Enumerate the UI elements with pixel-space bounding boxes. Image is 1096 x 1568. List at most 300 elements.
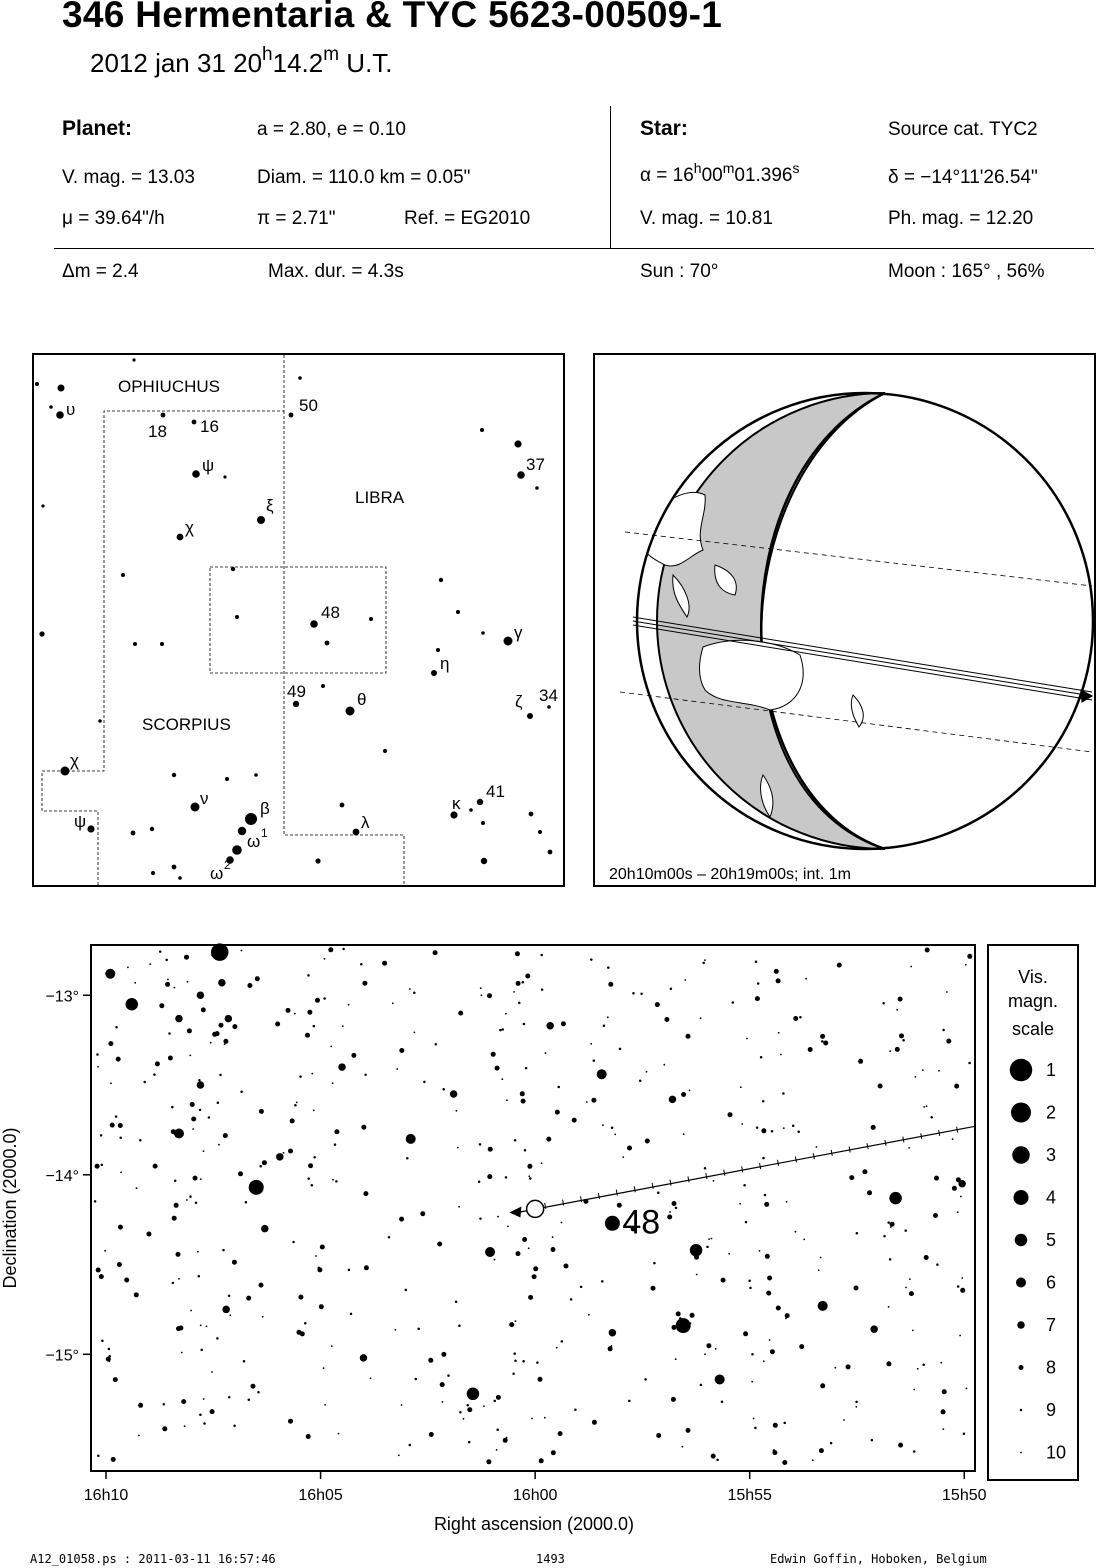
background-star	[496, 1429, 499, 1432]
y-tick-label: −13°	[45, 988, 79, 1006]
x-axis-label: Right ascension (2000.0)	[433, 1514, 635, 1534]
background-star	[348, 1004, 350, 1006]
background-star	[570, 1298, 573, 1301]
background-star	[323, 997, 326, 1000]
finder-star	[223, 475, 226, 478]
x-tick-label: 15h55	[727, 1487, 772, 1504]
finder-star	[310, 620, 318, 628]
background-star	[96, 1268, 101, 1273]
background-star	[963, 1432, 966, 1435]
background-star	[628, 1400, 631, 1403]
delta-mag: Δm = 2.4	[62, 261, 139, 282]
background-star	[193, 1176, 198, 1181]
finder-star	[321, 684, 325, 688]
background-star	[670, 987, 673, 990]
finder-star	[481, 858, 487, 864]
background-star	[732, 1001, 735, 1004]
background-star	[782, 1460, 787, 1465]
background-star	[219, 1023, 224, 1028]
background-star	[536, 1361, 539, 1364]
catalog-star	[609, 1329, 617, 1337]
star-label: 16	[200, 417, 219, 436]
background-star	[592, 1420, 597, 1425]
background-star	[936, 1263, 939, 1266]
background-star	[306, 1434, 311, 1439]
background-star	[954, 1084, 959, 1089]
background-star	[211, 1371, 213, 1373]
background-star	[192, 1128, 194, 1130]
background-star	[704, 1167, 707, 1170]
background-star	[890, 1226, 892, 1228]
y-axis-label: Declination (2000.0)	[0, 1127, 20, 1289]
background-star	[785, 1318, 787, 1320]
background-star	[924, 1255, 929, 1260]
background-star	[190, 1310, 192, 1312]
scale-title-line: Vis.	[1018, 967, 1048, 987]
finder-star	[477, 799, 483, 805]
background-star	[187, 981, 189, 983]
background-star	[603, 1025, 606, 1028]
background-star	[324, 1404, 326, 1406]
catalog-star	[225, 1015, 233, 1023]
footer-author: Edwin Goffin, Hoboken, Belgium	[770, 1552, 987, 1566]
star-label: 41	[486, 782, 505, 801]
background-star	[684, 979, 686, 981]
background-star	[515, 951, 520, 956]
star-label: 50	[299, 396, 318, 415]
background-star	[199, 1109, 202, 1112]
background-star	[109, 1360, 111, 1362]
finder-star	[383, 749, 387, 753]
background-star	[172, 1282, 175, 1285]
background-star	[783, 1127, 785, 1129]
catalog-star	[211, 943, 229, 961]
background-star	[946, 991, 948, 993]
background-star	[210, 1042, 212, 1044]
occultation-point	[527, 1200, 544, 1217]
background-star	[657, 1191, 660, 1194]
x-tick-label: 16h05	[298, 1487, 343, 1504]
background-star	[201, 1007, 206, 1012]
constellation-libra: LIBRA	[355, 488, 405, 507]
background-star	[203, 1398, 205, 1400]
finder-star	[514, 440, 521, 447]
background-star	[181, 1399, 186, 1404]
background-star	[669, 1211, 671, 1213]
background-star	[120, 1172, 122, 1174]
scale-dot	[1019, 1365, 1024, 1370]
background-star	[764, 1202, 769, 1207]
background-star	[308, 1163, 313, 1168]
background-star	[127, 967, 129, 969]
background-star	[172, 1216, 177, 1221]
background-star	[899, 1033, 904, 1038]
background-star	[139, 1139, 142, 1142]
finder-star	[480, 428, 484, 432]
finder-star	[231, 567, 235, 571]
background-star	[513, 1352, 516, 1355]
background-star	[100, 1134, 103, 1137]
background-star	[342, 1025, 344, 1027]
background-star	[171, 1106, 174, 1109]
globe-panel	[593, 353, 1096, 887]
background-star	[786, 1201, 788, 1203]
star-label: 48	[321, 603, 340, 622]
background-star	[507, 1226, 509, 1228]
background-star	[363, 1191, 368, 1196]
background-star	[764, 1194, 767, 1197]
background-star	[653, 1262, 656, 1265]
background-star	[755, 996, 760, 1001]
catalog-star	[105, 969, 115, 979]
background-star	[360, 963, 363, 966]
background-star	[189, 1195, 192, 1198]
finder-star	[535, 486, 539, 490]
catalog-star	[450, 1090, 458, 1098]
background-star	[296, 1102, 298, 1104]
background-star	[515, 1320, 517, 1322]
catalog-star	[218, 979, 226, 987]
background-star	[330, 1046, 332, 1048]
finder-star	[191, 803, 200, 812]
hour-unit: h	[262, 44, 273, 65]
background-star	[792, 1124, 795, 1127]
scale-dot	[1010, 1059, 1033, 1082]
background-star	[942, 1389, 947, 1394]
background-star	[304, 1322, 307, 1325]
finder-star	[257, 516, 265, 524]
background-star	[778, 1032, 780, 1034]
background-star	[206, 1326, 208, 1328]
background-star	[898, 1443, 903, 1448]
catalog-star	[126, 998, 139, 1011]
background-star	[776, 1306, 781, 1311]
background-star	[871, 1439, 874, 1442]
background-star	[528, 1247, 530, 1249]
finder-star	[353, 829, 360, 836]
background-star	[938, 1070, 940, 1072]
finder-star	[150, 827, 154, 831]
background-star	[398, 1454, 400, 1456]
background-star	[176, 1252, 181, 1257]
background-star	[487, 1174, 492, 1179]
background-star	[433, 950, 438, 955]
finder-star	[56, 411, 64, 419]
background-star	[862, 1169, 867, 1174]
background-star	[941, 1409, 946, 1414]
background-star	[320, 1245, 325, 1250]
background-star	[463, 1418, 465, 1420]
background-star	[299, 1075, 302, 1078]
star-label: 37	[526, 455, 545, 474]
background-star	[675, 1358, 677, 1360]
background-star	[479, 1143, 482, 1146]
background-star	[440, 1382, 445, 1387]
background-star	[215, 1031, 220, 1036]
finder-chart-panel	[32, 353, 565, 887]
finder-star	[245, 813, 257, 825]
background-star	[910, 966, 912, 968]
background-star	[334, 1143, 337, 1146]
background-star	[262, 1160, 267, 1165]
background-star	[771, 1130, 774, 1133]
background-star	[259, 1283, 264, 1288]
scale-title-line: magn.	[1007, 991, 1059, 1011]
finder-star	[439, 578, 443, 582]
background-star	[119, 1137, 122, 1140]
background-star	[240, 1091, 243, 1094]
star-delta: δ = −14°11'26.54"	[888, 167, 1038, 188]
y-axis	[45, 988, 91, 1364]
background-star	[165, 982, 170, 987]
star-label: ω	[247, 832, 261, 851]
background-star	[524, 1149, 527, 1152]
finder-chart	[34, 355, 563, 885]
catalog-star	[276, 1153, 284, 1161]
background-star	[930, 1116, 933, 1119]
catalog-star	[175, 1015, 183, 1023]
finder-star	[481, 821, 485, 825]
background-star	[849, 1175, 854, 1180]
finder-star	[547, 705, 551, 709]
background-star	[957, 1211, 959, 1213]
background-star	[415, 1378, 418, 1381]
background-star	[590, 1043, 592, 1045]
background-star	[769, 1339, 771, 1341]
finder-star	[61, 767, 70, 776]
background-star	[216, 1337, 219, 1340]
background-star	[505, 1013, 507, 1015]
background-star	[110, 1082, 112, 1084]
date-text: 2012 jan 31 20	[90, 48, 263, 78]
background-star	[208, 1116, 211, 1119]
background-star	[627, 1146, 632, 1151]
background-star	[533, 1266, 538, 1271]
background-star	[965, 964, 967, 966]
background-star	[442, 1088, 445, 1091]
background-star	[704, 1353, 706, 1355]
background-star	[922, 1069, 924, 1071]
background-star	[690, 1313, 695, 1318]
background-star	[294, 1104, 297, 1107]
catalog-star	[889, 1192, 902, 1205]
catalog-star	[715, 1374, 725, 1384]
background-star	[820, 1034, 825, 1039]
finder-star	[235, 615, 239, 619]
background-star	[682, 1446, 684, 1448]
earth-globe	[595, 355, 1094, 885]
background-star	[512, 1372, 515, 1375]
background-star	[799, 1344, 804, 1349]
background-star	[805, 978, 807, 980]
background-star	[288, 1149, 293, 1154]
background-star	[968, 1062, 971, 1065]
background-star	[686, 1428, 691, 1433]
background-star	[591, 1098, 596, 1103]
background-star	[527, 1164, 532, 1169]
background-star	[168, 1056, 173, 1061]
background-star	[645, 1139, 650, 1144]
background-star	[561, 1340, 564, 1343]
background-star	[704, 959, 706, 961]
background-star	[797, 1131, 800, 1134]
background-star	[487, 993, 492, 998]
background-star	[514, 1360, 517, 1363]
background-star	[808, 1047, 813, 1052]
scale-dot	[1012, 1146, 1030, 1164]
background-star	[174, 1179, 177, 1182]
background-star	[639, 1080, 642, 1083]
background-star	[837, 963, 842, 968]
background-star	[350, 1313, 353, 1316]
background-star	[793, 1016, 798, 1021]
background-star	[756, 1126, 759, 1129]
sun-elongation: Sun : 70°	[640, 261, 719, 282]
background-star	[118, 1225, 123, 1230]
background-star	[586, 1101, 588, 1103]
background-star	[739, 1203, 741, 1205]
background-star	[338, 1433, 340, 1435]
finder-star	[431, 670, 437, 676]
scale-label: 9	[1046, 1400, 1057, 1420]
background-star	[396, 1068, 398, 1070]
background-star	[574, 1409, 577, 1412]
ut-suffix: U.T.	[339, 48, 393, 78]
background-star	[757, 982, 760, 985]
alpha-min: 00	[701, 165, 723, 186]
constellation-ophiuchus: OPHIUCHUS	[118, 377, 221, 396]
finder-star	[315, 858, 320, 863]
star-label-superscript: 2	[224, 858, 231, 872]
background-star	[505, 1176, 508, 1179]
background-star	[364, 1265, 369, 1270]
background-star	[246, 1296, 251, 1301]
background-star	[762, 1100, 765, 1103]
catalog-star	[146, 1232, 151, 1237]
background-star	[348, 1269, 351, 1272]
background-star	[721, 1401, 724, 1404]
background-star	[491, 1052, 496, 1057]
scale-label: 6	[1046, 1272, 1057, 1293]
planet-parallax: π = 2.71"	[257, 208, 336, 229]
background-star	[561, 1021, 566, 1026]
background-star	[741, 1123, 743, 1125]
background-star	[683, 1133, 685, 1135]
background-star	[167, 979, 169, 981]
background-star	[664, 1017, 669, 1022]
background-star	[245, 1201, 248, 1204]
constellation-scorpius: SCORPIUS	[142, 715, 231, 734]
finder-stars	[35, 358, 552, 879]
background-star	[101, 1164, 104, 1167]
background-star	[728, 1253, 730, 1255]
background-star	[913, 1450, 916, 1453]
background-star	[644, 1378, 647, 1381]
planet-diameter: Diam. = 110.0 km = 0.05"	[257, 167, 471, 188]
background-star	[532, 1274, 537, 1279]
background-star	[656, 1433, 661, 1438]
background-star	[458, 1324, 461, 1327]
background-star	[960, 1196, 962, 1198]
finder-star	[132, 358, 135, 361]
background-star	[153, 1073, 156, 1076]
background-star	[159, 1003, 164, 1008]
background-star	[522, 1360, 525, 1363]
background-star	[328, 947, 333, 952]
star-label: λ	[361, 813, 370, 832]
background-star	[655, 1002, 660, 1007]
background-star	[940, 1362, 942, 1364]
scale-label: 3	[1046, 1145, 1057, 1165]
background-star	[711, 1238, 713, 1240]
scale-label: 7	[1046, 1315, 1057, 1335]
background-star	[961, 1277, 963, 1279]
background-star	[640, 992, 643, 995]
star-label: ξ	[266, 496, 274, 515]
background-star	[238, 1171, 243, 1176]
background-star	[101, 1340, 104, 1343]
background-star	[772, 1450, 777, 1455]
background-star	[115, 1115, 118, 1118]
finder-star	[133, 642, 137, 646]
background-star	[441, 1352, 446, 1357]
background-star	[617, 1203, 622, 1208]
background-star	[716, 1459, 719, 1462]
background-star	[495, 1066, 500, 1071]
background-star	[957, 1285, 960, 1288]
background-star	[218, 1144, 220, 1146]
background-star	[305, 1033, 310, 1038]
background-star	[632, 992, 635, 995]
background-star	[608, 982, 613, 987]
star-label: χ	[70, 751, 79, 770]
background-star	[518, 1002, 521, 1005]
background-star	[149, 963, 151, 965]
background-star	[546, 1137, 551, 1142]
background-star	[200, 1349, 203, 1352]
finder-star	[346, 707, 355, 716]
background-star	[846, 1364, 851, 1369]
minute-unit: m	[323, 44, 340, 65]
background-star	[799, 1016, 802, 1019]
finder-star	[325, 641, 330, 646]
background-star	[501, 1078, 503, 1080]
globe-caption: 20h10m00s – 20h19m00s; int. 1m	[609, 866, 851, 883]
background-star	[926, 1105, 928, 1107]
catalog-star	[467, 1388, 480, 1401]
finder-star	[504, 637, 513, 646]
background-star	[760, 1056, 763, 1059]
finder-star	[41, 504, 44, 507]
background-star	[219, 1074, 222, 1077]
background-star	[457, 1147, 459, 1149]
background-star	[516, 981, 521, 986]
background-star	[497, 1216, 499, 1218]
background-star	[364, 1073, 367, 1076]
background-star	[307, 1177, 310, 1180]
background-star	[501, 1028, 504, 1031]
planet-motion: μ = 39.64"/h	[62, 208, 165, 229]
background-star	[479, 1217, 482, 1220]
background-star	[708, 1238, 710, 1240]
footer-number: 1493	[536, 1552, 565, 1566]
catalog-star	[597, 1069, 607, 1079]
catalog-star	[958, 1180, 966, 1188]
finder-star	[58, 385, 65, 392]
background-star	[607, 1016, 609, 1018]
background-star	[748, 1279, 751, 1282]
background-star	[399, 1217, 404, 1222]
